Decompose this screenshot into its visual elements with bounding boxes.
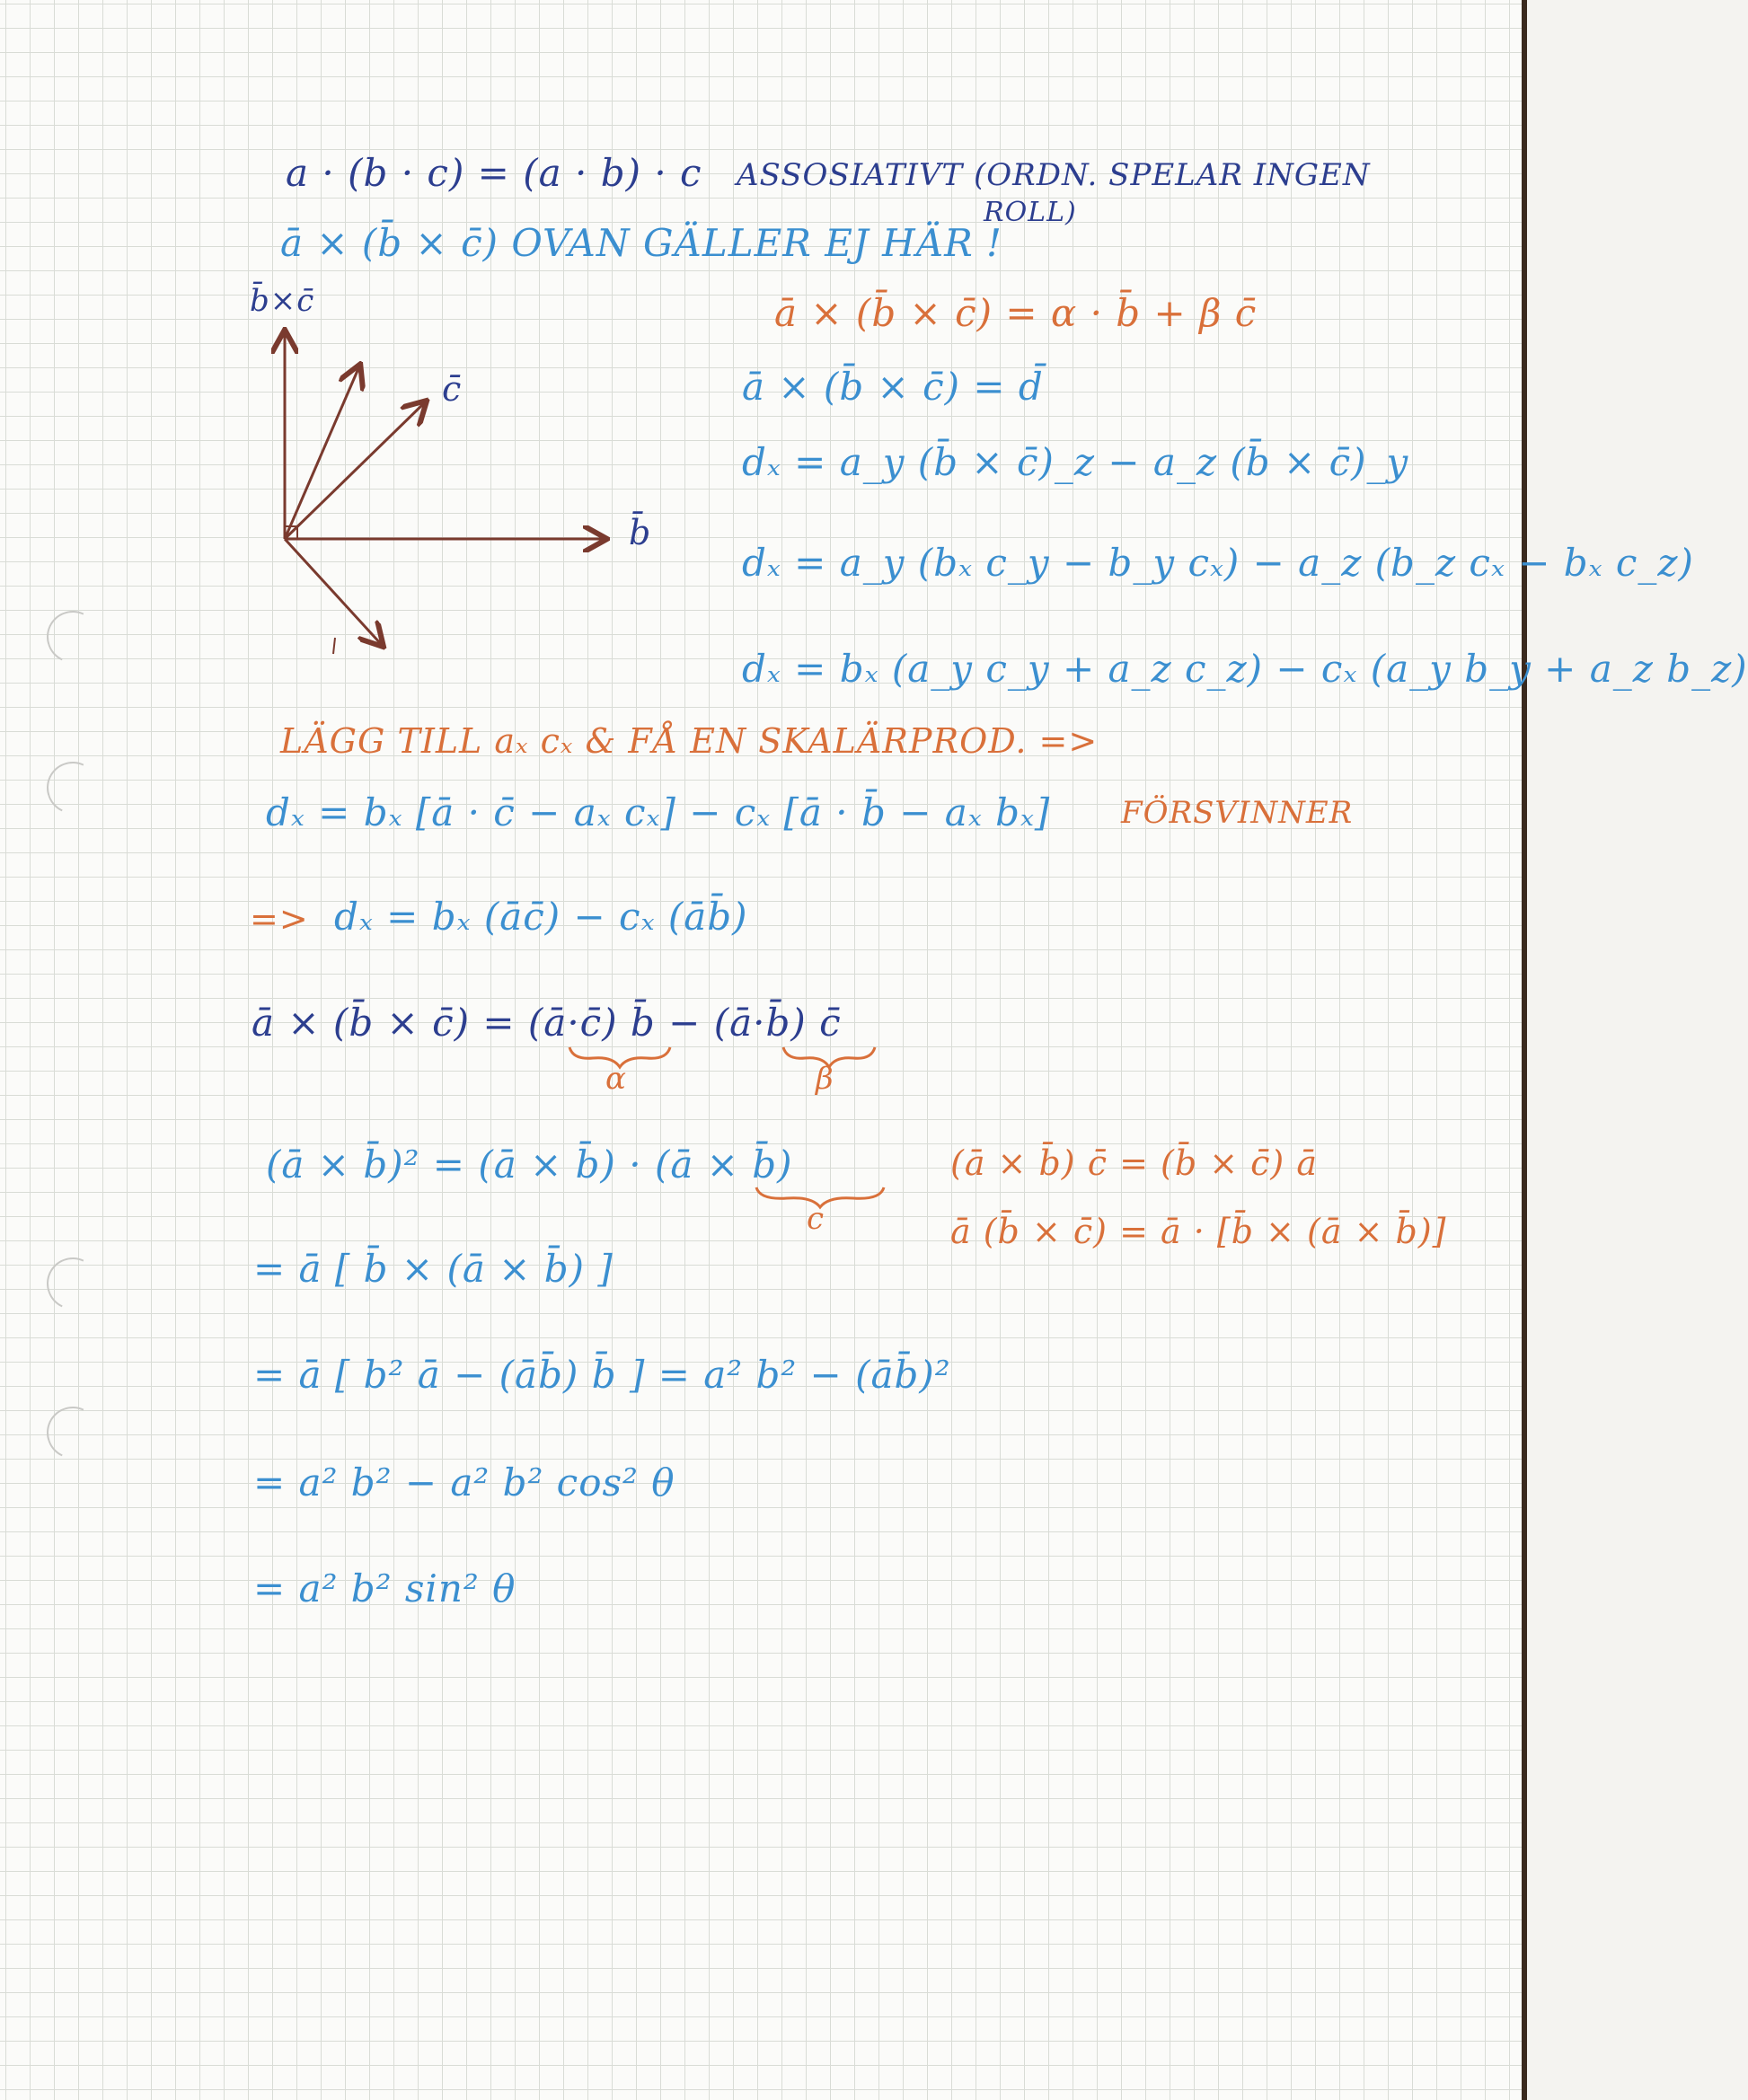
square-line-5: = a² b² sin² θ bbox=[253, 1566, 516, 1610]
square-line-2: = ā [ b̄ × (ā × b̄) ] bbox=[253, 1247, 614, 1291]
label-bxc: b̄×c̄ bbox=[250, 283, 315, 319]
vector-neg-arrow bbox=[285, 539, 382, 645]
square-line-4: = a² b² − a² b² cos² θ bbox=[253, 1460, 675, 1504]
associative-equation: a · (b · c) = (a · b) · c bbox=[286, 151, 702, 195]
vector-a-arrow bbox=[285, 366, 359, 539]
square-line-1: (ā × b̄)² = (ā × b̄) · (ā × b̄) bbox=[266, 1143, 793, 1187]
associative-note: ASSOSIATIVT (ORDN. SPELAR INGEN bbox=[737, 157, 1371, 193]
vector-diagram bbox=[238, 269, 687, 683]
linear-combination: ā × (b̄ × c̄) = α · b̄ + β c̄ bbox=[774, 291, 1258, 335]
square-line-3: = ā [ b² ā − (āb̄) b̄ ] = a² b² − (āb̄)² bbox=[253, 1353, 951, 1397]
triple-product-1: (ā × b̄) c̄ = (b̄ × c̄) ā bbox=[950, 1143, 1318, 1183]
dx-line-2: dₓ = a_y (bₓ c_y − b_y cₓ) − a_z (b_z cₓ − bₓ c_z) bbox=[742, 541, 1694, 585]
associative-note-cont: ROLL) bbox=[984, 197, 1077, 228]
punch-hole bbox=[40, 754, 106, 821]
bac-cab-rule: ā × (b̄ × c̄) = (ā·c̄) b̄ − (ā·b̄) c̄ bbox=[252, 1001, 842, 1045]
vanish-note: FÖRSVINNER bbox=[1121, 795, 1354, 831]
tick-mark bbox=[333, 638, 335, 654]
add-term-note: LÄGG TILL aₓ cₓ & FÅ EN SKALÄRPROD. => bbox=[280, 721, 1099, 761]
dx-line-4: dₓ = bₓ [ā · c̄ − aₓ cₓ] − cₓ [ā · b̄ − aₓ bₓ] bbox=[266, 790, 1051, 834]
label-c: c̄ bbox=[442, 369, 463, 409]
vector-c-arrow bbox=[285, 402, 425, 539]
dx-line-1: dₓ = a_y (b̄ × c̄)_z − a_z (b̄ × c̄)_y bbox=[742, 440, 1409, 484]
page-edge bbox=[1522, 0, 1527, 2100]
beta-label: β bbox=[816, 1061, 834, 1097]
punch-hole bbox=[40, 1250, 106, 1317]
dx-line-3: dₓ = bₓ (a_y c_y + a_z c_z) − cₓ (a_y b_y + a_z b_z) bbox=[742, 647, 1748, 691]
triple-product-2: ā (b̄ × c̄) = ā · [b̄ × (ā × b̄)] bbox=[950, 1212, 1447, 1251]
c-label: c bbox=[807, 1201, 825, 1237]
punch-hole bbox=[40, 604, 106, 670]
definition-d: ā × (b̄ × c̄) = d̄ bbox=[742, 365, 1044, 409]
punch-hole bbox=[40, 1399, 106, 1466]
implies-arrow: => bbox=[250, 899, 309, 939]
alpha-label: α bbox=[605, 1061, 627, 1097]
label-b: b̄ bbox=[629, 513, 652, 552]
cross-product-note: ā × (b̄ × c̄) OVAN GÄLLER EJ HÄR ! bbox=[280, 221, 1002, 265]
dx-line-5: dₓ = bₓ (āc̄) − cₓ (āb̄) bbox=[334, 895, 748, 939]
